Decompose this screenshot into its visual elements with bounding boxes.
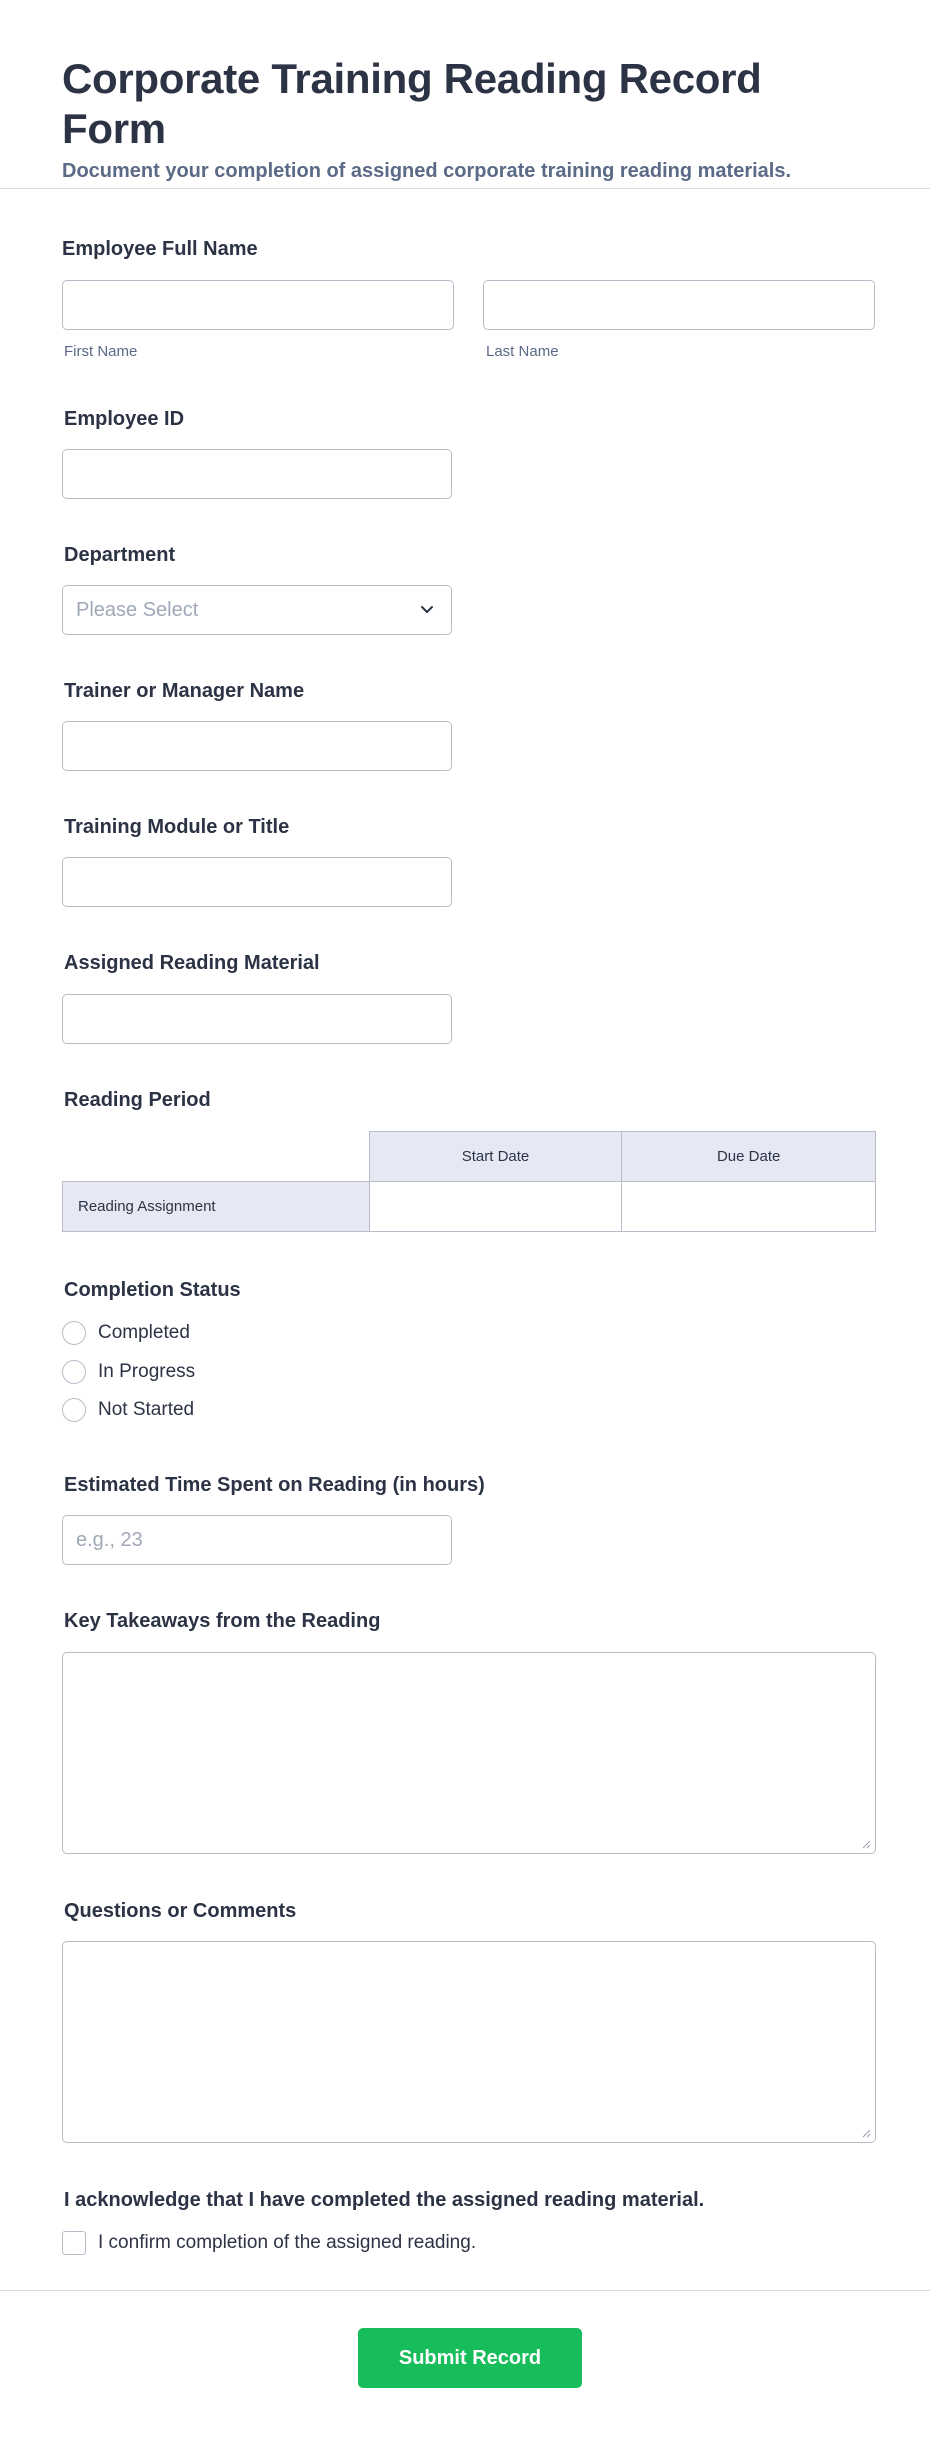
footer-divider: [0, 2290, 930, 2291]
radio-label: Completed: [98, 1322, 190, 1343]
resize-grip-icon[interactable]: [861, 2128, 871, 2138]
time-spent-placeholder: e.g., 23: [76, 1529, 143, 1551]
radio-button[interactable]: [62, 1360, 86, 1384]
last-name-sublabel: Last Name: [486, 343, 559, 360]
department-placeholder: Please Select: [76, 599, 199, 621]
first-name-sublabel: First Name: [64, 343, 138, 360]
first-name-input[interactable]: [62, 280, 454, 330]
acknowledge-checkbox-option[interactable]: [62, 2231, 476, 2255]
material-input[interactable]: [62, 994, 452, 1044]
radio-option-in-progress[interactable]: [62, 1360, 195, 1384]
material-label: Assigned Reading Material: [64, 952, 320, 974]
form-header: [0, 0, 930, 189]
time-spent-label: Estimated Time Spent on Reading (in hours): [64, 1474, 485, 1496]
department-select[interactable]: [62, 585, 452, 635]
due-date-cell[interactable]: [622, 1182, 876, 1232]
reading-assignment-row-header: Reading Assignment: [63, 1182, 370, 1232]
acknowledge-label: I acknowledge that I have completed the assigned reading material.: [64, 2189, 705, 2211]
acknowledge-checkbox-label: I confirm completion of the assigned reading.: [98, 2232, 477, 2253]
module-label: Training Module or Title: [64, 816, 290, 838]
reading-period-label: Reading Period: [64, 1089, 211, 1111]
radio-button[interactable]: [62, 1398, 86, 1422]
employee-id-input[interactable]: [62, 449, 452, 499]
table-corner: [63, 1132, 370, 1182]
department-label: Department: [64, 544, 176, 566]
radio-label: Not Started: [98, 1399, 195, 1420]
employee-id-label: Employee ID: [64, 408, 185, 430]
radio-option-not-started[interactable]: [62, 1398, 194, 1422]
takeaways-label: Key Takeaways from the Reading: [64, 1610, 381, 1632]
start-date-cell[interactable]: [369, 1182, 622, 1232]
comments-textarea[interactable]: [62, 1941, 876, 2143]
radio-label: In Progress: [98, 1361, 196, 1382]
completion-status-label: Completion Status: [64, 1279, 241, 1301]
time-spent-input[interactable]: [62, 1515, 452, 1565]
resize-grip-icon[interactable]: [861, 1839, 871, 1849]
chevron-down-icon: [417, 600, 437, 620]
trainer-label: Trainer or Manager Name: [64, 680, 305, 702]
form-subtitle: Document your completion of assigned corporate training reading materials.: [62, 160, 792, 182]
full-name-label: Employee Full Name: [62, 238, 258, 260]
radio-button[interactable]: [62, 1321, 86, 1345]
takeaways-textarea[interactable]: [62, 1652, 876, 1854]
start-date-header: Start Date: [369, 1132, 622, 1182]
trainer-input[interactable]: [62, 721, 452, 771]
due-date-header: Due Date: [622, 1132, 876, 1182]
module-input[interactable]: [62, 857, 452, 907]
acknowledge-checkbox[interactable]: [62, 2231, 86, 2255]
last-name-input[interactable]: [483, 280, 875, 330]
radio-option-completed[interactable]: [62, 1321, 190, 1345]
comments-label: Questions or Comments: [64, 1900, 297, 1922]
full-name-field: [62, 238, 258, 261]
reading-period-table: [62, 1131, 876, 1232]
submit-button[interactable]: Submit Record: [358, 2328, 582, 2388]
form-title: Corporate Training Reading Record Form: [62, 55, 762, 152]
